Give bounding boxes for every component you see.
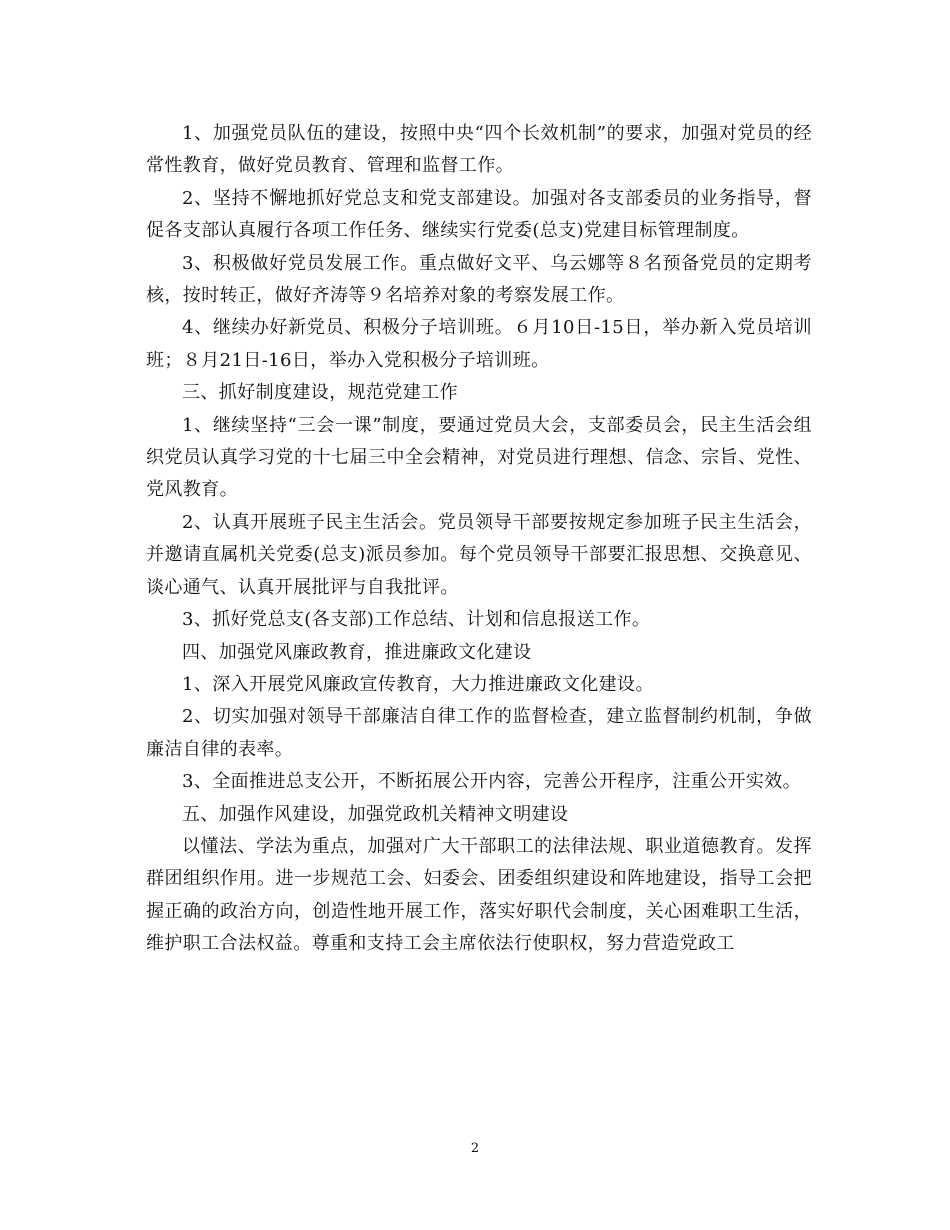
paragraph-11: 以懂法、学法为重点，加强对广大干部职工的法律法规、职业道德教育。发挥群团组织作用。进一步规范工会、妇委会、团委组织建设和阵地建设，指导工会把握正确的政治方向，创造性地开展工作，落实好职代会制度，关心困难职工生活，维护职工合法权益。尊重和支持工会主席依法行使职权，努力营造党政工 <box>146 835 812 955</box>
paragraph-8: 1、深入开展党风廉政宣传教育，大力推进廉政文化建设。 <box>182 673 654 695</box>
paragraph-1: 1、加强党员队伍的建设，按照中央“四个长效机制”的要求，加强对党员的经常性教育，做好党员教育、管理和监督工作。 <box>146 123 812 177</box>
paragraph-7: 3、抓好党总支(各支部)工作总结、计划和信息报送工作。 <box>182 609 651 631</box>
section-heading-3: 三、抓好制度建设，规范党建工作 <box>182 382 458 404</box>
paragraph-4: 4、继续办好新党员、积极分子培训班。６月10日-15日，举办新入党员培训班；８月21日-16日，举办入党积极分子培训班。 <box>146 317 812 371</box>
paragraph-5: 1、继续坚持“三会一课”制度，要通过党员大会，支部委员会，民主生活会组织党员认真学习党的十七届三中全会精神，对党员进行理想、信念、宗旨、党性、党风教育。 <box>146 414 812 501</box>
section-heading-4: 四、加强党风廉政教育，推进廉政文化建设 <box>182 641 532 663</box>
paragraph-3: 3、积极做好党员发展工作。重点做好文平、乌云娜等８名预备党员的定期考核，按时转正，做好齐涛等９名培养对象的考察发展工作。 <box>146 252 812 307</box>
page-number: 2 <box>470 1141 480 1156</box>
paragraph-10: 3、全面推进总支公开，不断拓展公开内容，完善公开程序，注重公开实效。 <box>182 771 802 793</box>
paragraph-2: 2、坚持不懈地抓好党总支和党支部建设。加强对各支部委员的业务指导，督促各支部认真履行各项工作任务、继续实行党委(总支)党建目标管理制度。 <box>146 187 812 242</box>
section-heading-5: 五、加强作风建设，加强党政机关精神文明建设 <box>182 803 569 825</box>
paragraph-9: 2、切实加强对领导干部廉洁自律工作的监督检查，建立监督制约机制，争做廉洁自律的表率。 <box>146 706 812 760</box>
document-body <box>146 118 812 961</box>
paragraph-6: 2、认真开展班子民主生活会。党员领导干部要按规定参加班子民主生活会，并邀请直属机关党委(总支)派员参加。每个党员领导干部要汇报思想、交换意见、谈心通气、认真开展批评与自我批评。 <box>146 511 812 598</box>
